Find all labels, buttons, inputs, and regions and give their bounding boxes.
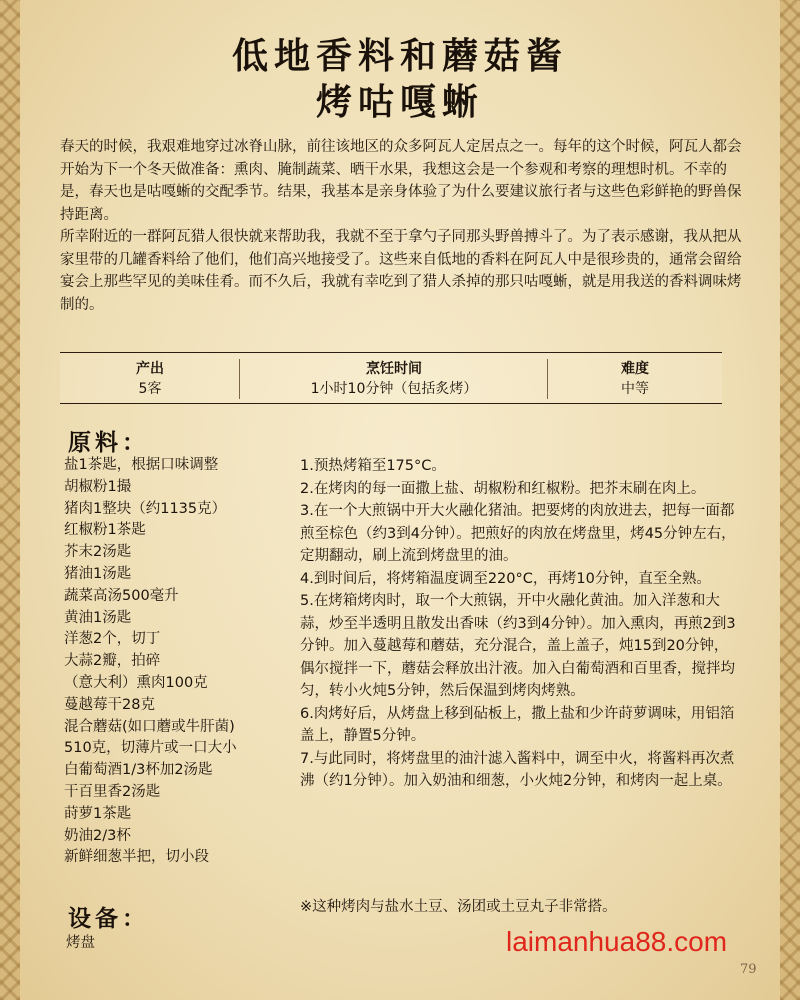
- servings-value: 5客: [138, 381, 162, 397]
- step-item: 6.肉烤好后，从烤盘上移到砧板上，撒上盐和少许莳萝调味，用铝箔盖上，静置5分钟。: [300, 705, 735, 744]
- ingredient-item: 新鲜细葱半把，切小段: [64, 849, 209, 866]
- ingredient-item: 红椒粉1茶匙: [64, 522, 146, 539]
- intro-paragraph: 所幸附近的一群阿瓦猎人很快就来帮助我，我就不至于拿勺子同那头野兽搏斗了。为了表示感谢，我从把从家里带的几罐香料给了他们，他们高兴地接受了。这些来自低地的香料在阿瓦人中是很珍贵的，通常会留给宴会上那些罕见的美味佳肴。而不久后，我就有幸吃到了猎人杀掉的那只咕嘎蜥，就是用我送的香料调味烤制的。: [60, 229, 742, 313]
- step-item: 2.在烤肉的每一面撒上盐、胡椒粉和红椒粉。把芥末刷在肉上。: [300, 480, 706, 497]
- cooking-time-cell: [240, 353, 548, 403]
- difficulty-label: 难度: [621, 361, 649, 377]
- ingredient-item: 干百里香2汤匙: [64, 783, 161, 800]
- steps-list: [300, 455, 740, 793]
- cooking-time-label: 烹饪时间: [366, 361, 422, 377]
- ingredient-item: 蔬菜高汤500毫升: [64, 587, 179, 604]
- ingredient-item: 猪油1汤匙: [64, 565, 132, 582]
- equipment-heading: 设备：: [68, 905, 149, 932]
- recipe-info-table: [60, 352, 722, 404]
- serving-note: ※这种烤肉与盐水土豆、汤团或土豆丸子非常搭。: [300, 899, 617, 915]
- ingredient-item: 黄油1汤匙: [64, 609, 132, 626]
- equipment-item: 烤盘: [66, 935, 95, 951]
- ingredient-item: 胡椒粉1撮: [64, 478, 132, 495]
- ingredient-item: 白葡萄酒1/3杯加2汤匙: [64, 762, 213, 779]
- ingredient-item: 洋葱2个，切丁: [64, 631, 161, 648]
- servings-cell: [60, 353, 240, 403]
- decorative-border-right: [780, 0, 800, 1000]
- ingredient-item: 奶油2/3杯: [64, 827, 131, 844]
- ingredient-item: （意大利）熏肉100克: [64, 674, 208, 691]
- cooking-time-value: 1小时10分钟（包括炙烤）: [310, 381, 478, 397]
- ingredients-heading: 原料：: [68, 429, 149, 456]
- decorative-border-left: [0, 0, 20, 1000]
- ingredient-item: 蔓越莓干28克: [64, 696, 155, 713]
- step-item: 4.到时间后，将烤箱温度调至220°C，再烤10分钟，直至全熟。: [300, 570, 711, 587]
- page-number: 79: [740, 962, 757, 977]
- difficulty-cell: [548, 353, 722, 403]
- step-item: 7.与此同时，将烤盘里的油汁滤入酱料中，调至中火，将酱料再次煮沸（约1分钟）。加入奶油和细葱，小火炖2分钟，和烤肉一起上桌。: [300, 750, 735, 789]
- recipe-title-line2: 烤咕嘎蜥: [315, 81, 484, 123]
- step-item: 1.预热烤箱至175°C。: [300, 458, 446, 474]
- ingredients-list: [64, 455, 294, 869]
- ingredient-item: 盐1茶匙，根据口味调整: [64, 457, 219, 473]
- step-item: 5.在烤箱烤肉时，取一个大煎锅，开中火融化黄油。加入洋葱和大蒜，炒至半透明且散发出香味（约3到4分钟）。加入熏肉，再煎2到3分钟。加入蔓越莓和蘑菇，充分混合，盖上盖子，炖15到20分钟，偶尔搅拌一下，蘑菇会释放出汁液。加入白葡萄酒和百里香，搅拌均匀，转小火炖5分钟，然后保温到烤肉烤熟。: [300, 593, 736, 699]
- ingredient-item: 大蒜2瓣，拍碎: [64, 653, 161, 670]
- ingredient-item: 莳萝1茶匙: [64, 805, 132, 822]
- recipe-title-line1: 低地香料和蘑菇酱: [231, 35, 568, 77]
- site-watermark: laimanhua88.com: [506, 926, 728, 957]
- ingredient-item: 510克，切薄片或一口大小: [64, 740, 237, 757]
- intro-text: [60, 136, 742, 316]
- intro-paragraph: 春天的时候，我艰难地穿过冰脊山脉，前往该地区的众多阿瓦人定居点之一。每年的这个时候，阿瓦人都会开始为下一个冬天做准备：熏肉、腌制蔬菜、晒干水果，我想这会是一个参观和考察的理想时机。不幸的是，春天也是咕嘎蜥的交配季节。结果，我基本是亲身体验了为什么要建议旅行者与这些色彩鲜艳的野兽保持距离。: [60, 139, 742, 223]
- ingredient-item: 猪肉1整块（约1135克）: [64, 500, 227, 517]
- ingredient-item: 混合蘑菇(如口蘑或牛肝菌): [64, 718, 235, 735]
- difficulty-value: 中等: [621, 381, 649, 397]
- ingredient-item: 芥末2汤匙: [64, 544, 132, 561]
- servings-label: 产出: [136, 361, 164, 377]
- step-item: 3.在一个大煎锅中开大火融化猪油。把要烤的肉放进去，把每一面都煎至棕色（约3到4分钟）。把煎好的肉放在烤盘里，烤45分钟左右，定期翻动，刷上流到烤盘里的油。: [300, 503, 736, 564]
